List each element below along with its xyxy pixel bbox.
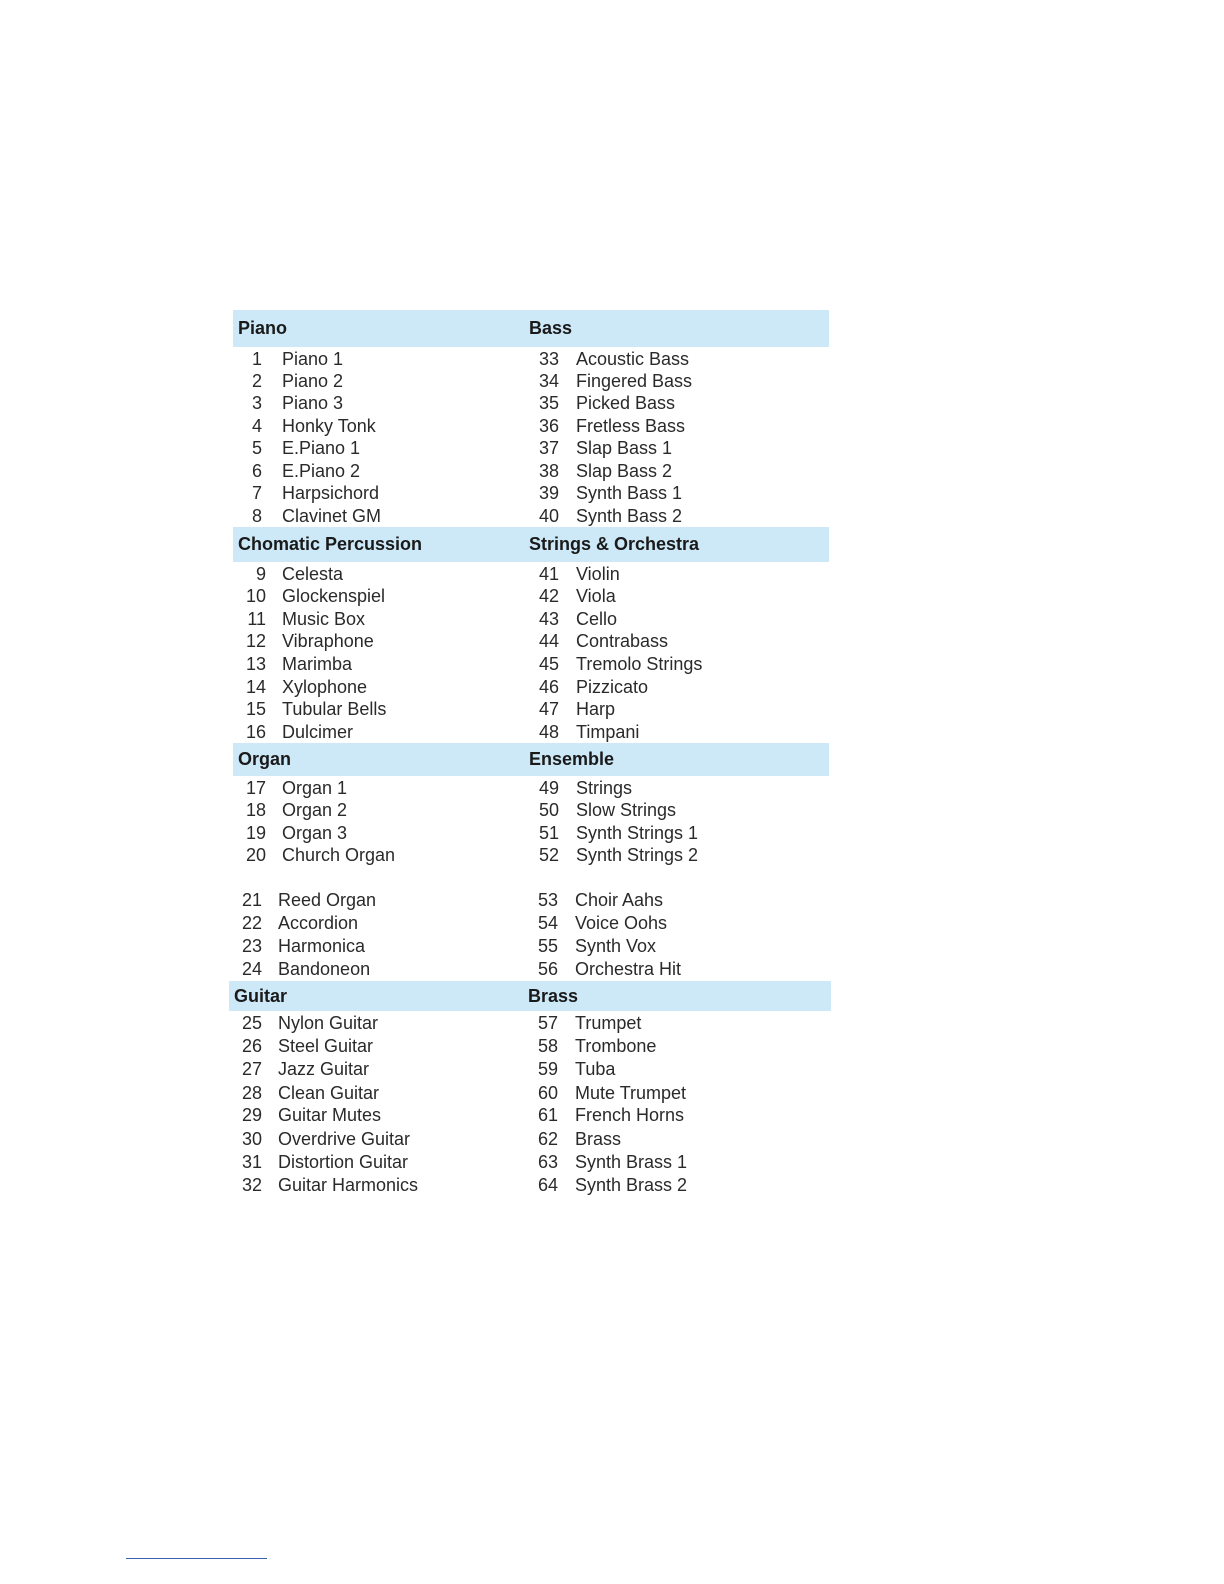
instrument-name: Bandoneon — [278, 959, 371, 979]
section-title: Strings & Orchestra — [529, 534, 700, 554]
instrument-name: Voice Oohs — [575, 913, 668, 933]
item-number: 55 — [537, 936, 558, 956]
item-number: 25 — [241, 1013, 262, 1033]
item-number: 32 — [241, 1175, 262, 1195]
instrument-name: Choir Aahs — [575, 890, 664, 910]
section-title: Ensemble — [529, 749, 615, 769]
instrument-name: Tubular Bells — [282, 699, 387, 719]
instrument-name: Synth Brass 2 — [575, 1175, 688, 1195]
item-number: 58 — [537, 1036, 558, 1056]
instrument-name: Guitar Mutes — [278, 1105, 382, 1125]
instrument-name: Harpsichord — [282, 483, 380, 503]
item-number: 46 — [538, 677, 559, 697]
item-number: 38 — [538, 461, 559, 481]
item-number: 30 — [241, 1129, 262, 1149]
instrument-name: Church Organ — [282, 845, 396, 865]
instrument-name: Accordion — [278, 913, 359, 933]
instrument-name: Mute Trumpet — [575, 1083, 687, 1103]
instrument-name: Violin — [576, 564, 620, 584]
item-number: 42 — [538, 586, 559, 606]
item-number: 3 — [251, 393, 262, 413]
item-number: 56 — [537, 959, 558, 979]
instrument-name: Synth Bass 2 — [576, 506, 683, 526]
instrument-name: Marimba — [282, 654, 353, 674]
instrument-name: E.Piano 1 — [282, 438, 361, 458]
item-number: 6 — [251, 461, 262, 481]
item-number: 60 — [537, 1083, 558, 1103]
item-number: 41 — [538, 564, 559, 584]
item-number: 10 — [245, 586, 266, 606]
item-number: 35 — [538, 393, 559, 413]
item-number: 13 — [245, 654, 266, 674]
item-number: 23 — [241, 936, 262, 956]
item-number: 17 — [245, 778, 266, 798]
item-number: 44 — [538, 631, 559, 651]
instrument-name: Distortion Guitar — [278, 1152, 409, 1172]
instrument-name: Synth Bass 1 — [576, 483, 683, 503]
item-number: 31 — [241, 1152, 262, 1172]
instrument-name: Cello — [576, 609, 618, 629]
item-number: 7 — [251, 483, 262, 503]
item-number: 12 — [245, 631, 266, 651]
item-number: 15 — [245, 699, 266, 719]
instrument-name: Pizzicato — [576, 677, 649, 697]
instrument-name: French Horns — [575, 1105, 685, 1125]
instrument-name: Celesta — [282, 564, 344, 584]
item-number: 64 — [537, 1175, 558, 1195]
instrument-name: Slow Strings — [576, 800, 677, 820]
instrument-name: Steel Guitar — [278, 1036, 374, 1056]
section-title: Organ — [238, 749, 292, 769]
instrument-name: Timpani — [576, 722, 640, 742]
instrument-name: Tuba — [575, 1059, 616, 1079]
instrument-name: Orchestra Hit — [575, 959, 682, 979]
instrument-name: Synth Vox — [575, 936, 657, 956]
section-title: Bass — [529, 318, 573, 338]
instrument-name: Xylophone — [282, 677, 368, 697]
item-number: 52 — [538, 845, 559, 865]
instrument-name: Acoustic Bass — [576, 349, 690, 369]
item-number: 5 — [251, 438, 262, 458]
item-number: 34 — [538, 371, 559, 391]
item-number: 21 — [241, 890, 262, 910]
section-title: Piano — [238, 318, 288, 338]
instrument-name: Strings — [576, 778, 633, 798]
item-number: 4 — [251, 416, 262, 436]
instrument-name: Music Box — [282, 609, 366, 629]
item-number: 28 — [241, 1083, 262, 1103]
instrument-name: Overdrive Guitar — [278, 1129, 411, 1149]
instrument-name: Piano 2 — [282, 371, 344, 391]
item-number: 1 — [251, 349, 262, 369]
item-number: 14 — [245, 677, 266, 697]
item-number: 26 — [241, 1036, 262, 1056]
instrument-name: Jazz Guitar — [278, 1059, 370, 1079]
instrument-name: Tremolo Strings — [576, 654, 703, 674]
instrument-name: Brass — [575, 1129, 622, 1149]
item-number: 40 — [538, 506, 559, 526]
instrument-name: Reed Organ — [278, 890, 377, 910]
item-number: 27 — [241, 1059, 262, 1079]
instrument-name: Glockenspiel — [282, 586, 386, 606]
footnote-rule — [126, 1558, 267, 1559]
instrument-name: Nylon Guitar — [278, 1013, 379, 1033]
item-number: 9 — [255, 564, 266, 584]
instrument-name: E.Piano 2 — [282, 461, 361, 481]
instrument-name: Organ 1 — [282, 778, 348, 798]
instrument-name: Honky Tonk — [282, 416, 376, 436]
instrument-name: Clavinet GM — [282, 506, 382, 526]
item-number: 16 — [245, 722, 266, 742]
item-number: 54 — [537, 913, 558, 933]
instrument-name: Harmonica — [278, 936, 366, 956]
item-number: 45 — [538, 654, 559, 674]
instrument-name: Slap Bass 2 — [576, 461, 673, 481]
instrument-name: Viola — [576, 586, 616, 606]
item-number: 37 — [538, 438, 559, 458]
instrument-name: Fretless Bass — [576, 416, 686, 436]
instrument-name: Harp — [576, 699, 616, 719]
instrument-name: Synth Strings 1 — [576, 823, 699, 843]
item-number: 43 — [538, 609, 559, 629]
item-number: 62 — [537, 1129, 558, 1149]
instrument-name: Clean Guitar — [278, 1083, 380, 1103]
section-title: Chomatic Percussion — [238, 534, 423, 554]
item-number: 20 — [245, 845, 266, 865]
instrument-name: Dulcimer — [282, 722, 354, 742]
item-number: 48 — [538, 722, 559, 742]
instrument-name: Trumpet — [575, 1013, 642, 1033]
instrument-name: Fingered Bass — [576, 371, 693, 391]
section-title: Guitar — [234, 986, 288, 1006]
instrument-name: Synth Brass 1 — [575, 1152, 688, 1172]
item-number: 18 — [245, 800, 266, 820]
instrument-name: Synth Strings 2 — [576, 845, 699, 865]
instrument-name: Contrabass — [576, 631, 669, 651]
instrument-name: Organ 2 — [282, 800, 348, 820]
item-number: 50 — [538, 800, 559, 820]
item-number: 63 — [537, 1152, 558, 1172]
item-number: 11 — [247, 609, 266, 629]
instrument-name: Guitar Harmonics — [278, 1175, 419, 1195]
item-number: 59 — [537, 1059, 558, 1079]
section-title: Brass — [528, 986, 579, 1006]
item-number: 47 — [538, 699, 559, 719]
item-number: 19 — [245, 823, 266, 843]
item-number: 8 — [251, 506, 262, 526]
item-number: 49 — [538, 778, 559, 798]
instrument-name: Trombone — [575, 1036, 657, 1056]
instrument-name: Piano 1 — [282, 349, 344, 369]
item-number: 57 — [537, 1013, 558, 1033]
instrument-name: Slap Bass 1 — [576, 438, 673, 458]
item-number: 33 — [538, 349, 559, 369]
item-number: 39 — [538, 483, 559, 503]
item-number: 36 — [538, 416, 559, 436]
instrument-name: Vibraphone — [282, 631, 374, 651]
instrument-name: Picked Bass — [576, 393, 676, 413]
instrument-name: Piano 3 — [282, 393, 344, 413]
item-number: 53 — [537, 890, 558, 910]
item-number: 2 — [251, 371, 262, 391]
item-number: 51 — [538, 823, 559, 843]
item-number: 29 — [241, 1105, 262, 1125]
instrument-name: Organ 3 — [282, 823, 348, 843]
item-number: 22 — [241, 913, 262, 933]
item-number: 61 — [537, 1105, 558, 1125]
item-number: 24 — [241, 959, 262, 979]
